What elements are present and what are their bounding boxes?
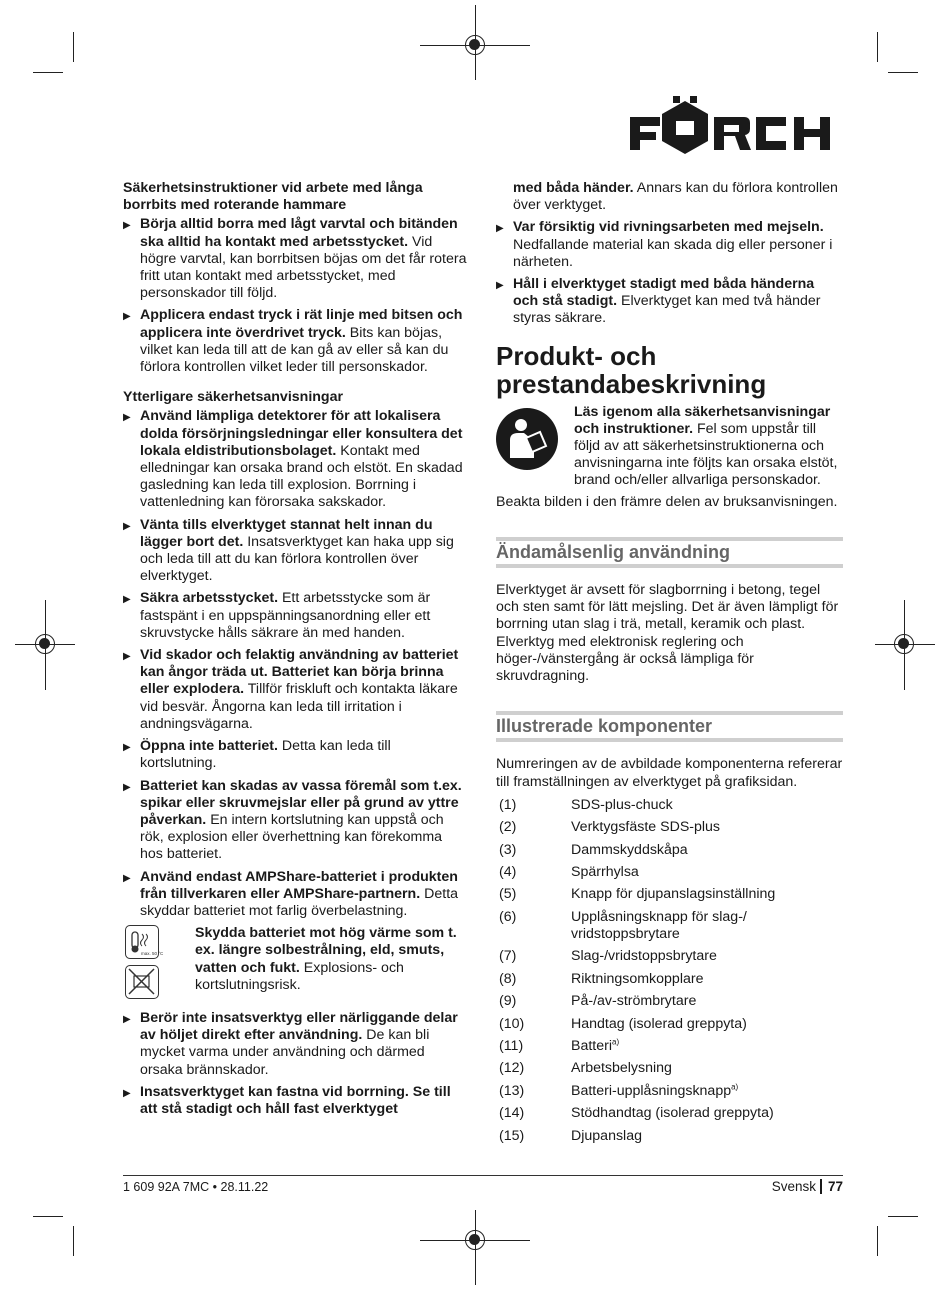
- section-heading: Ytterligare säkerhetsanvisningar: [123, 389, 344, 406]
- component-number: (10): [499, 1015, 525, 1032]
- bullet-item: ▶ Använd endast AMPShare-batteriet i produkten från tillverkaren eller AMPShare-partnern. Detta skyddar batteriet mot farlig överbelastning.: [123, 869, 468, 921]
- paragraph: Beakta bilden i den främre delen av bruksanvisningen.: [496, 493, 838, 510]
- component-number: (3): [499, 841, 517, 858]
- component-label: Verktygsfäste SDS-plus: [571, 819, 721, 836]
- bullet-item: ▶ Använd lämpliga detektorer för att lokalisera dolda försörjningsledningar eller konsultera det lokala eldistributionsbolaget. Kontakt med elledningar kan orsaka brand och elstöt. En skadad gasledning kan leda till explosion. Borrning i vattenledning kan förorsaka sakskador.: [123, 408, 468, 511]
- page-title: Produkt- och prestandabeskrivning: [496, 340, 767, 399]
- component-label: Slag-/vridstoppsbrytare: [571, 948, 717, 965]
- component-list: [496, 795, 843, 1148]
- component-row: [496, 795, 843, 817]
- page-number: 77: [820, 1179, 843, 1194]
- bullet-item: ▶ Vänta tills elverktyget stannat helt innan du lägger bort det. Insatsverktyget kan haka upp sig och leda till att du kan förlora kontrollen över elverktyget.: [123, 517, 468, 586]
- component-row: [496, 840, 843, 862]
- left-column: [123, 180, 468, 1123]
- component-label: SDS-plus-chuck: [571, 796, 673, 813]
- component-row: [496, 862, 843, 884]
- crop-mark: [877, 32, 878, 62]
- crop-mark: [33, 1216, 63, 1217]
- bullet-item: ▶ Applicera endast tryck i rät linje med bitsen och applicera inte överdrivet tryck. Bits kan böjas, vilket kan leda till att de kan gå av eller så kan du förlora kontrollen vilket leder till personskador.: [123, 307, 468, 376]
- component-label: Knapp för djupanslagsinställning: [571, 886, 776, 903]
- page-footer: [772, 1179, 843, 1194]
- component-number: (4): [499, 864, 517, 881]
- component-number: (5): [499, 886, 517, 903]
- forch-logo: [628, 95, 842, 159]
- battery-warning: max. 50 °C Skydda batteriet mot hög värme som t. ex. längre solbestrålning, eld, smuts, vatten och fukt. Explosions- och kortslutningsrisk.: [123, 925, 468, 1004]
- component-number: (2): [499, 819, 517, 836]
- component-row: [496, 1126, 843, 1148]
- component-number: (8): [499, 970, 517, 987]
- crop-mark: [33, 72, 63, 73]
- bullet-item: ▶ Berör inte insatsverktyg eller närliggande delar av höljet direkt efter användning. De kan bli mycket varma under användning och därmed orsaka brännskador.: [123, 1010, 468, 1079]
- section-heading: Säkerhetsinstruktioner vid arbete med långa borrbits med roterande hammare: [123, 180, 423, 214]
- bullet-item: ▶ Säkra arbetsstycket. Ett arbetsstycke som är fastspänt i en uppspänningsanordning eller ett skruvstycke hålls säkrare än med handen.: [123, 590, 468, 642]
- paragraph: Numreringen av de avbildade komponenterna refererar till framställningen av elverktyget på grafiksidan.: [496, 756, 843, 790]
- section-header: Ändamålsenlig användning: [496, 537, 843, 568]
- registration-mark-icon: [35, 634, 55, 654]
- component-row: [496, 946, 843, 968]
- component-label: Handtag (isolerad greppyta): [571, 1015, 747, 1032]
- crop-mark: [73, 1226, 74, 1256]
- component-number: (6): [499, 908, 517, 925]
- bullet-item: ▶ Batteriet kan skadas av vassa föremål som t.ex. spikar eller skruvmejslar eller på grund av yttre påverkan. En intern kortslutning kan uppstå och rök, explosion eller överhettning kan förekomma hos batteriet.: [123, 778, 468, 864]
- component-label: Dammskyddskåpa: [571, 841, 688, 858]
- component-label: Spärrhylsa: [571, 864, 639, 881]
- bullet-item: ▶ Öppna inte batteriet. Detta kan leda till kortslutning.: [123, 738, 468, 772]
- language-label: Svensk: [771, 1179, 816, 1194]
- component-number: (11): [499, 1037, 524, 1054]
- component-label: Stödhandtag (isolerad greppyta): [571, 1105, 774, 1122]
- component-label: Djupanslag: [571, 1127, 642, 1144]
- component-number: (12): [499, 1060, 525, 1077]
- bullet-item: ▶ Håll i elverktyget stadigt med båda händerna och stå stadigt. Elverktyget kan med två händer styras säkrare.: [496, 276, 843, 328]
- component-row: [496, 1036, 843, 1058]
- section-header: Illustrerade komponenter: [496, 711, 843, 742]
- bullet-continuation: med båda händer. Annars kan du förlora kontrollen över verktyget.: [513, 180, 838, 214]
- component-row: [496, 884, 843, 906]
- registration-mark-icon: [465, 35, 485, 55]
- component-number: (14): [499, 1105, 525, 1122]
- component-number: (9): [499, 993, 517, 1010]
- footer-rule: [123, 1175, 843, 1176]
- component-label: På-/av-strömbrytare: [571, 993, 697, 1010]
- component-row: [496, 907, 843, 947]
- read-instructions-notice: Läs igenom alla säkerhetsanvisningar och instruktioner. Fel som uppstår till följd av att säkerhetsinstruktionerna och anvisningarna inte följts kan orsaka elstöt, brand och/eller allvarliga personskador.: [496, 404, 843, 490]
- bullet-item: ▶ Insatsverktyget kan fastna vid borrning. Se till att stå stadigt och håll fast elverktyget: [123, 1084, 468, 1118]
- component-label: Batteri-upplåsningsknapp$^{a)}$: [571, 1082, 739, 1099]
- registration-mark-icon: [465, 1230, 485, 1250]
- component-number: (7): [499, 948, 517, 965]
- component-row: [496, 1058, 843, 1080]
- component-row: [496, 991, 843, 1013]
- bullet-item: ▶ Börja alltid borra med lågt varvtal och bitänden ska alltid ha kontakt med arbetsstycket. Vid högre varvtal, kan borrbitsen böjas om det får rotera fritt utan kontakt med arbetsstycket, med personskador till följd.: [123, 216, 468, 302]
- component-number: (13): [499, 1082, 525, 1099]
- component-label: Upplåsningsknapp för slag-/ vridstoppsbrytare: [571, 908, 747, 943]
- bullet-item: ▶ Vid skador och felaktig användning av batteriet kan ångor träda ut. Batteriet kan börja brinna eller explodera. Tillför friskluft och kontakta läkare vid besvär. Ångorna kan leda till irritation i andningsvägarna.: [123, 647, 468, 733]
- bullet-item: ▶ Var försiktig vid rivningsarbeten med mejseln. Nedfallande material kan skada dig eller personer i närheten.: [496, 219, 843, 271]
- right-column: [496, 180, 843, 1148]
- crop-mark: [877, 1226, 878, 1256]
- component-row: [496, 1081, 843, 1103]
- read-manual-icon: [496, 408, 558, 470]
- document-code: 1 609 92A 7MC • 28.11.22: [123, 1180, 269, 1194]
- battery-heat-icon: [125, 925, 164, 959]
- component-label: Riktningsomkopplare: [571, 970, 704, 987]
- component-row: [496, 1014, 843, 1036]
- component-label: Arbetsbelysning: [571, 1060, 672, 1077]
- component-number: (1): [499, 796, 517, 813]
- component-row: [496, 969, 843, 991]
- component-number: (15): [499, 1127, 525, 1144]
- crop-mark: [73, 32, 74, 62]
- component-row: [496, 1103, 843, 1125]
- crop-mark: [888, 1216, 918, 1217]
- component-row: [496, 817, 843, 839]
- no-water-icon: [125, 965, 159, 999]
- component-label: Batteri$^{a)}$: [571, 1037, 620, 1054]
- crop-mark: [888, 72, 918, 73]
- paragraph: Elverktyget är avsett för slagborrning i betong, tegel och sten samt för lätt mejsling. Det är även lämpligt för borrning utan slag i trä, metall, keramik och plast. Elverktyg med elektronisk reglering och höger-/vänstergång är också lämpliga för skruvdragning.: [496, 582, 839, 685]
- svg-text:max. 50 °C: max. 50 °C: [141, 951, 164, 957]
- registration-mark-icon: [894, 634, 914, 654]
